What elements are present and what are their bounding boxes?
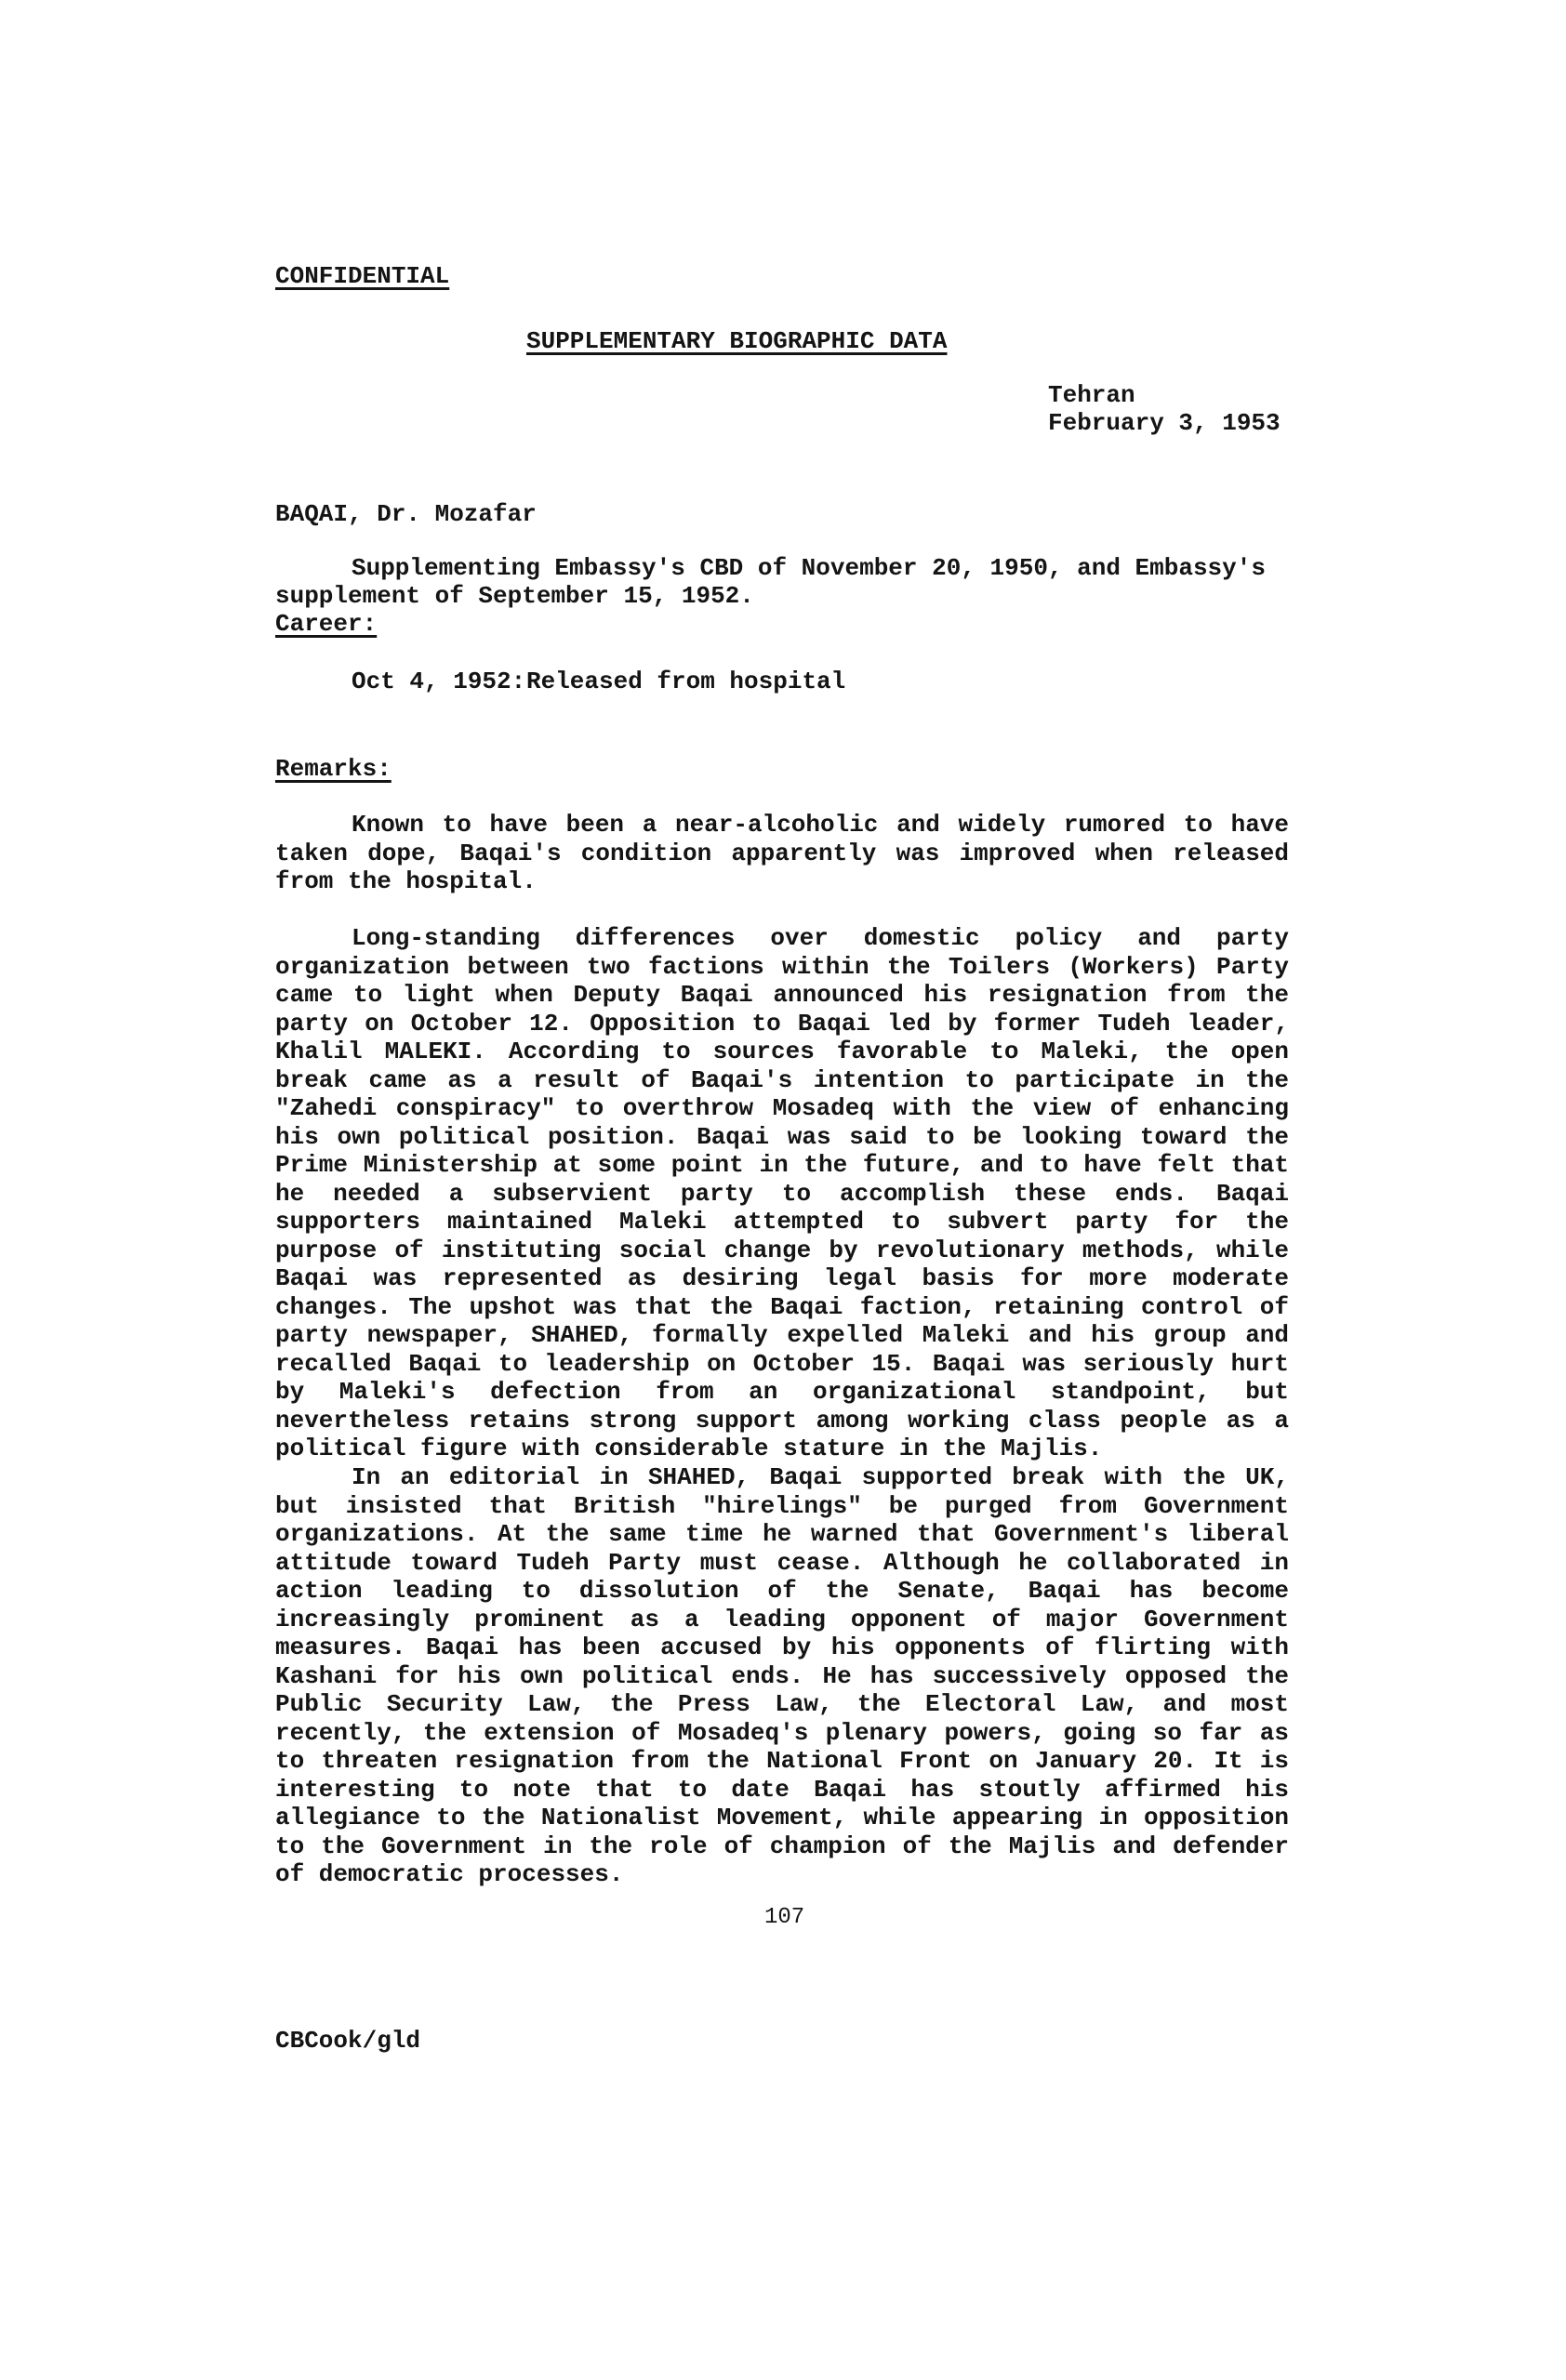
career-entry-date: Oct 4, 1952:	[352, 668, 526, 695]
career-entry-text: Released from hospital	[526, 668, 846, 695]
remarks-paragraph-2: Long-standing differences over domestic policy and party organization between two factions within the Toilers (Workers) Party came to light when Deputy Baqai announced his resignation from the party on October 12. Opposition to Baqai led by former Tudeh leader, Khalil MALEKI. According to sources favorable to Maleki, the open break came as a result of Baqai's intention to participate in the "Zahedi conspiracy" to overthrow Mosadeq with the view of enhancing his own political position. Baqai was said to be looking toward the Prime Ministership at some point in the future, and to have felt that he needed a subservient party to accomplish these ends. Baqai supporters maintained Maleki attempted to subvert party for the purpose of instituting social change by revolutionary methods, while Baqai was represented as desiring legal basis for more moderate changes. The upshot was that the Baqai faction, retaining control of party newspaper, SHAHED, formally expelled Maleki and his group and recalled Baqai to leadership on October 15. Baqai was seriously hurt by Maleki's defection from an organizational standpoint, but nevertheless retains strong support among working class people as a political figure with considerable stature in the Majlis.	[275, 924, 1289, 1462]
remarks-paragraph-3: In an editorial in SHAHED, Baqai supported break with the UK, but insisted that British "hirelings" be purged from Government organizations. At the same time he warned that Government's liberal attitude toward Tudeh Party must cease. Although he collaborated in action leading to dissolution of the Senate, Baqai has become increasingly prominent as a leading opponent of major Government measures. Baqai has been accused by his opponents of flirting with Kashani for his own political ends. He has successively opposed the Public Security Law, the Press Law, the Electoral Law, and most recently, the extension of Mosadeq's plenary powers, going so far as to threaten resignation from the National Front on January 20. It is interesting to note that to date Baqai has stoutly affirmed his allegiance to the Nationalist Movement, while appearing in opposition to the Government in the role of champion of the Majlis and defender of democratic processes.	[275, 1463, 1289, 1888]
remarks-paragraph-1: Known to have been a near-alcoholic and widely rumored to have taken dope, Baqai's condition apparently was improved when released from the hospital.	[275, 811, 1289, 895]
supplementing-line-2: supplement of September 15, 1952.	[275, 582, 754, 610]
supplementing-line-1: Supplementing Embassy's CBD of November 20, 1950, and Embassy's	[352, 554, 1266, 582]
page-number: 107	[764, 1905, 805, 1930]
author-initials: CBCook/gld	[275, 2027, 421, 2055]
career-heading: Career:	[275, 610, 378, 638]
remarks-heading: Remarks:	[275, 755, 392, 783]
document-title: SUPPLEMENTARY BIOGRAPHIC DATA	[526, 327, 948, 355]
classification-label: CONFIDENTIAL	[275, 262, 450, 290]
subject-name: BAQAI, Dr. Mozafar	[275, 500, 537, 528]
document-date: February 3, 1953	[1048, 409, 1281, 437]
place: Tehran	[1048, 381, 1135, 409]
